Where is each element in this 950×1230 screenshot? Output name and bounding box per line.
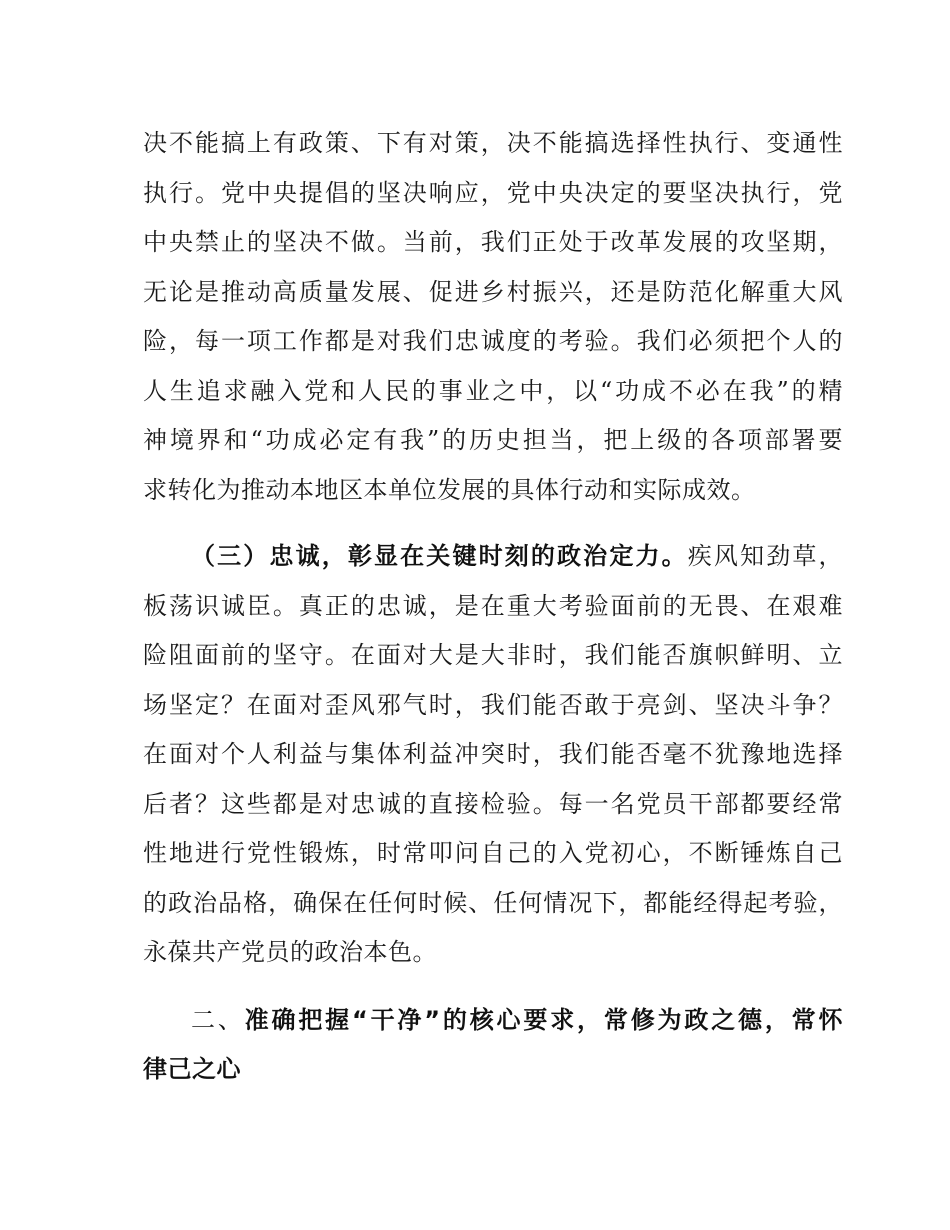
paragraph-line: 中央禁止的坚决不做。当前，我们正处于改革发展的攻坚期， [143,228,843,256]
paragraph-line: 险阻面前的坚守。在面对大是大非时，我们能否旗帜鲜明、立 [143,641,843,669]
paragraph-line: 场坚定？在面对歪风邪气时，我们能否敢于亮剑、坚决斗争？ [143,691,843,719]
paragraph-line: 神境界和“功成必定有我”的历史担当，把上级的各项部署要 [143,426,843,454]
paragraph-line: 永葆共产党员的政治本色。 [143,938,437,966]
paragraph-line: 的政治品格，确保在任何时候、任何情况下，都能经得起考验， [143,889,843,917]
paragraph-line: 板荡识诚臣。真正的忠诚，是在重大考验面前的无畏、在艰难 [143,592,843,620]
chapter-heading-line [191,1000,843,1040]
paragraph-line: 决不能搞上有政策、下有对策，决不能搞选择性执行、变通性 [143,129,843,157]
paragraph-line: 人生追求融入党和人民的事业之中，以“功成不必在我”的精 [143,377,843,405]
chapter-heading-title: 准确把握“干净”的核心要求，常修为政之德，常怀 [244,1006,844,1034]
paragraph-line: 后者？这些都是对忠诚的直接检验。每一名党员干部都要经常 [143,790,843,818]
paragraph-line: 性地进行党性锻炼，时常叩问自己的入党初心，不断锤炼自己 [143,839,843,867]
section-heading: （三）忠诚，彰显在关键时刻的政治定力。 [191,542,688,570]
chapter-heading-line: 律己之心 [143,1055,241,1083]
paragraph-line: 执行。党中央提倡的坚决响应，党中央决定的要坚决执行，党 [143,179,843,207]
paragraph-line: 在面对个人利益与集体利益冲突时，我们能否毫不犹豫地选择 [143,740,843,768]
paragraph-line: 险，每一项工作都是对我们忠诚度的考验。我们必须把个人的 [143,327,843,355]
section-heading-tail: 疾风知劲草， [687,542,844,570]
paragraph-line: 无论是推动高质量发展、促进乡村振兴，还是防范化解重大风 [143,278,843,306]
paragraph-line: 求转化为推动本地区本单位发展的具体行动和实际成效。 [143,476,756,504]
section-heading-line [191,536,843,576]
chapter-heading-prefix: 二、 [191,1006,245,1034]
